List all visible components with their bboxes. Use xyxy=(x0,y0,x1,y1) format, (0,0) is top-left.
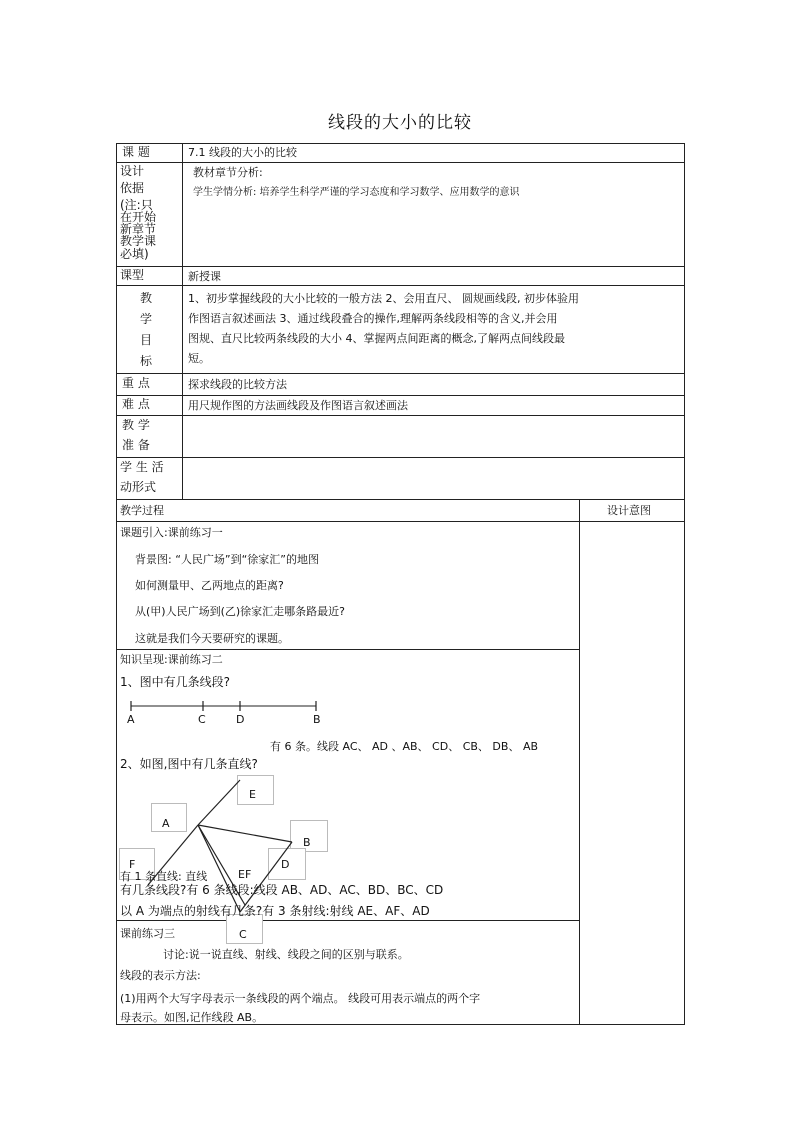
design-line-1: 教材章节分析: xyxy=(193,166,263,179)
difficulty-label: 难 点 xyxy=(122,397,150,411)
key-point-label: 重 点 xyxy=(122,376,150,390)
intent-header: 设计意图 xyxy=(607,504,651,517)
lesson-type-label: 课型 xyxy=(120,268,145,282)
point-a-label: A xyxy=(127,713,135,726)
point-c-label: C xyxy=(198,713,206,726)
practice3-title: 课前练习三 xyxy=(120,927,175,940)
point-d-label: D xyxy=(236,713,245,726)
practice3-discussion: 讨论:说一说直线、射线、线段之间的区别与联系。 xyxy=(163,948,409,961)
fig-label-e: E xyxy=(249,788,256,801)
lesson-type-value: 新授课 xyxy=(188,270,221,283)
key-point-value: 探求线段的比较方法 xyxy=(188,378,287,391)
process-header: 教学过程 xyxy=(120,504,164,517)
practice3-line-2: 母表示。如图,记作线段 AB。 xyxy=(120,1011,264,1024)
document-title: 线段的大小的比较 xyxy=(328,113,472,133)
answer-2-line: 有 1 条直线: 直线 xyxy=(120,870,208,883)
question-1: 1、图中有几条线段? xyxy=(120,675,231,689)
point-b-label: B xyxy=(313,713,321,726)
intro-title: 课题引入:课前练习一 xyxy=(120,526,223,539)
knowledge-title: 知识呈现:课前练习二 xyxy=(120,653,223,666)
fig-label-b: B xyxy=(303,836,311,849)
design-line-2: 学生学情分析: 培养学生科学严谨的学习态度和学习数学、应用数学的意识 xyxy=(193,187,520,198)
topic-label: 课 题 xyxy=(122,145,150,159)
intro-line-2: 如何测量甲、乙两地点的距离? xyxy=(135,579,284,592)
fig-label-c: C xyxy=(239,928,247,941)
fig-label-f: F xyxy=(129,858,136,871)
intro-line-3: 从(甲)人民广场到(乙)徐家汇走哪条路最近? xyxy=(135,605,346,618)
intro-line-1: 背景图: “人民广场”到“徐家汇”的地图 xyxy=(135,553,319,566)
answer-2-rays: 以 A 为端点的射线有几条?有 3 条射线:射线 AE、AF、AD xyxy=(120,904,430,918)
fig-label-d: D xyxy=(281,858,290,871)
answer-2-segments: 有几条线段?有 6 条线段:线段 AB、AD、AC、BD、BC、CD xyxy=(120,883,444,897)
practice3-line-1: (1)用两个大写字母表示一条线段的两个端点。 线段可用表示端点的两个字 xyxy=(120,992,481,1005)
question-2: 2、如图,图中有几条直线? xyxy=(120,757,258,771)
fig-label-ef: EF xyxy=(238,868,252,881)
fig-label-a: A xyxy=(162,817,170,830)
answer-1: 有 6 条。线段 AC、 AD 、AB、 CD、 CB、 DB、 AB xyxy=(270,740,539,753)
practice3-repr-title: 线段的表示方法: xyxy=(120,969,201,982)
intro-line-4: 这就是我们今天要研究的课题。 xyxy=(135,632,289,645)
difficulty-value: 用尺规作图的方法画线段及作图语言叙述画法 xyxy=(188,399,408,412)
topic-value: 7.1 线段的大小的比较 xyxy=(188,146,297,159)
